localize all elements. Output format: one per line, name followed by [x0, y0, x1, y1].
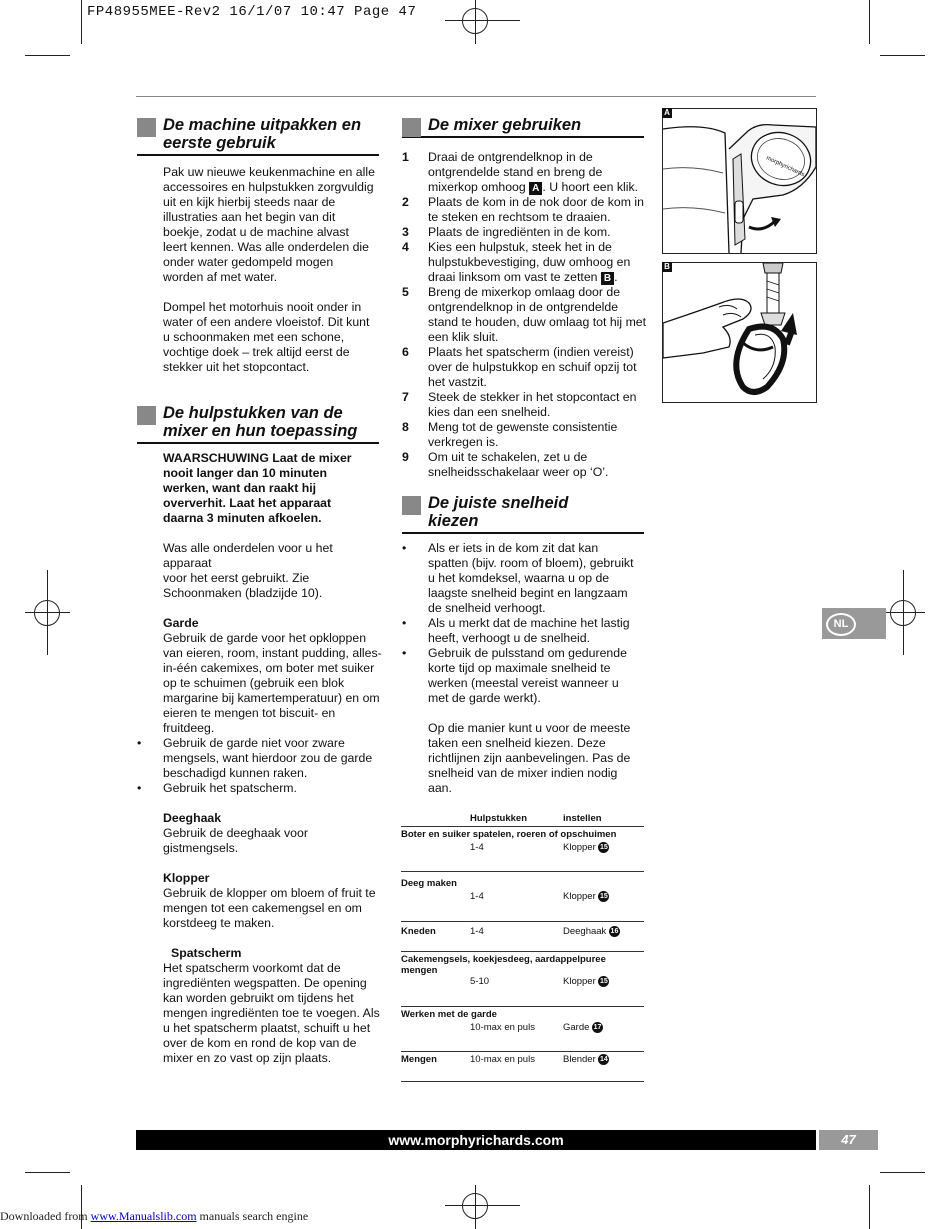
attachments-text-2: Deeghaak Gebruik de deeghaak voor gistmengsels. Klopper Gebruik de klopper om bloem of fruit te mengen tot een cakemengsel en om korstdeeg te maken. Spatscherm Het spatscherm voorkomt dat de ingrediënten wegspatten. De opening kan worden gebruikt om tijdens het mengen ingrediënten toe te voegen. Als u het spatscherm plaatst, schuift u het over de kom en rond de kop van de mixer en zo vast op zijn plaats.	[163, 811, 383, 1066]
heading-speed: De juiste snelheid kiezen	[428, 494, 569, 530]
figure-b-ref: B	[601, 272, 614, 285]
table-row: Deeg maken 1-4 Klopper 15	[401, 872, 644, 922]
table-header-row	[401, 813, 644, 826]
figure-a-ref: A	[529, 182, 542, 195]
table-row: Boter en suiker spatelen, roeren of opschuimen	[401, 828, 617, 840]
crop-mark	[25, 55, 70, 56]
garde-bullets	[137, 736, 383, 796]
section-heading	[137, 116, 379, 156]
speed-paragraph: Op die manier kunt u voor de meeste taken een snelheid kiezen. Deze richtlijnen zijn aanbevelingen. Pas de snelheid van de mixer indien nodig aan.	[428, 721, 631, 795]
number-15-icon: 15	[599, 893, 608, 900]
figure-a-label: A	[662, 108, 672, 118]
heading-using-mixer: De mixer gebruiken	[428, 116, 582, 134]
list-item: • Als u merkt dat de machine het lastig heeft, verhoogt u de snelheid.	[402, 616, 648, 646]
heading-square-icon	[402, 118, 421, 137]
deeghaak-heading: Deeghaak	[163, 811, 222, 825]
print-slug: FP48955MEE-Rev2 16/1/07 10:47 Page 47	[87, 4, 417, 20]
number-15-icon: 15	[599, 978, 608, 985]
col-header-hulpstukken: Hulpstukken	[470, 813, 528, 824]
page-number: 47	[819, 1130, 878, 1150]
left-column	[137, 116, 379, 156]
figure-a	[662, 108, 817, 254]
attachments-text: WAARSCHUWING Laat de mixer nooit langer dan 10 minuten werken, want dan raakt hij oververhit. Laat het apparaat daarna 3 minuten afkoelen. Was alle onderdelen voor u het apparaat voor het eerst gebruikt. Zie Schoonmaken (bladzijde 10). Garde Gebruik de garde voor het opkloppen van eieren, room, instant pudding, alles- in-één cakemixes, om boter met suiker op te schuimen (gebruik een blok margarine bij kamertemperatuur) en om eieren te mengen tot biscuit- en fruitdeeg.	[163, 451, 382, 735]
crop-mark	[869, 0, 870, 44]
list-item: 3 Plaats de ingrediënten in de kom.	[402, 225, 611, 239]
footer-url: www.morphyrichards.com	[136, 1130, 816, 1150]
table-row: 10-max en puls Garde 17	[401, 1022, 644, 1052]
garde-heading: Garde	[163, 616, 199, 630]
warning-text: WAARSCHUWING Laat de mixer nooit langer dan 10 minuten werken, want dan raakt hij oververhit. Laat het apparaat daarna 3 minuten afkoelen.	[163, 451, 352, 525]
number-17-icon: 17	[593, 1023, 602, 1031]
registration-mark	[475, 1185, 476, 1229]
top-rule	[136, 96, 816, 97]
number-15-icon: 15	[599, 843, 608, 851]
heading-square-icon	[402, 496, 421, 515]
left-column-section2	[137, 404, 379, 444]
section-heading	[402, 494, 644, 534]
heading-square-icon	[137, 118, 156, 137]
crop-mark	[869, 1185, 870, 1229]
table-row: 1-4 Klopper 15	[401, 842, 644, 872]
crop-mark	[81, 0, 82, 44]
list-item: 6 Plaats het spatscherm (indien vereist) over de hulpstukkop en schuif opzij tot het vastzit.	[402, 345, 637, 389]
row-label-deeg: Deeg maken	[401, 878, 457, 889]
figure-b	[662, 262, 817, 403]
list-item: 4 Kies een hulpstuk, steek het in de hulpstukbevestiging, duw omhoog en draai linksom om vast te zetten B .	[402, 240, 631, 284]
spatscherm-heading: Spatscherm	[171, 946, 242, 960]
klopper-heading: Klopper	[163, 871, 210, 885]
mixer-head-raise-illustration	[663, 109, 816, 253]
list-item: • Gebruik de pulsstand om gedurende korte tijd op maximale snelheid te werken (meestal vereist wanneer u met de garde werkt).	[402, 646, 648, 706]
paragraph-unpacking: Pak uw nieuwe keukenmachine en alle accessoires en hulpstukken zorgvuldig uit en kijk hierbij steeds naar de illustraties aan het begin van dit boekje, zodat u de machine alvast leert kennen. Was alle onderdelen die onder water gedompeld mogen worden af met water. Dompel het motorhuis nooit onder in water of een andere vloeistof. Dit kunt u schoonmaken met een schone, vochtige doek – trek altijd eerst de stekker uit het stopcontact.	[163, 165, 375, 374]
steps-list	[402, 150, 648, 480]
language-code: NL	[826, 613, 856, 636]
table-row: Werken met de garde	[401, 1008, 497, 1020]
crop-mark	[25, 1172, 70, 1173]
registration-mark	[445, 20, 520, 21]
table-row: Mengen 10-max en puls Blender 14	[401, 1052, 644, 1082]
registration-mark	[445, 1205, 520, 1206]
list-item: • Als er iets in de kom zit dat kan spatten (bijv. room of bloem), gebruikt u het komdeksel, waarna u op de laagste snelheid begint en langzaam de snelheid verhoogt.	[402, 541, 648, 616]
list-item: 5 Breng de mixerkop omlaag door de ontgrendelknop in de ontgrendelde stand te houden, duw omlaag tot hij met een klik sluit.	[402, 285, 647, 344]
middle-column-section2	[402, 494, 644, 534]
crop-mark	[880, 55, 925, 56]
language-tab	[822, 608, 886, 639]
list-item: 2 Plaats de kom in de nok door de kom in te steken en rechtsom te draaien.	[402, 195, 645, 224]
brand-logo-text: morphyrichards	[765, 155, 806, 179]
speed-bullets	[402, 541, 648, 706]
figure-b-label: B	[662, 262, 672, 272]
list-item: 7 Steek de stekker in het stopcontact en kies dan een snelheid.	[402, 390, 637, 419]
list-item: 9 Om uit te schakelen, zet u de snelheidsschakelaar weer op ‘O’.	[402, 450, 609, 479]
heading-square-icon	[137, 406, 156, 425]
middle-column	[402, 116, 644, 138]
download-notice: Downloaded from www.Manualslib.com manuals search engine	[0, 1209, 309, 1223]
crop-mark	[880, 1172, 925, 1173]
number-16-icon: 16	[610, 928, 619, 935]
list-item: • Gebruik de garde niet voor zware mengsels, want hierdoor zou de garde beschadigd kunnen raken.	[137, 736, 383, 781]
attach-tool-illustration	[663, 263, 816, 402]
number-14-icon: 14	[599, 1056, 608, 1063]
registration-mark	[25, 612, 70, 613]
list-item: • Gebruik het spatscherm.	[137, 781, 383, 796]
table-row: 5-10 Klopper 15	[401, 976, 644, 1006]
registration-mark	[880, 612, 925, 613]
heading-unpacking: De machine uitpakken en eerste gebruik	[163, 116, 362, 152]
manualslib-link[interactable]: www.Manualslib.com	[90, 1209, 197, 1223]
section-heading	[402, 116, 644, 138]
section-heading	[137, 404, 379, 444]
speed-table	[401, 813, 644, 1082]
registration-mark	[475, 0, 476, 44]
heading-attachments: De hulpstukken van de mixer en hun toepassing	[163, 404, 358, 440]
list-item: 1 Draai de ontgrendelknop in de ontgrendelde stand en breng de mixerkop omhoog A . U hoort een klik.	[402, 150, 639, 194]
col-header-instellen: instellen	[563, 813, 602, 824]
list-item: 8 Meng tot de gewenste consistentie verkregen is.	[402, 420, 618, 449]
table-row: Kneden 1-4 Deeghaak 16	[401, 922, 644, 952]
table-row: Cakemengsels, koekjesdeeg, aardappelpuree mengen	[401, 954, 606, 976]
